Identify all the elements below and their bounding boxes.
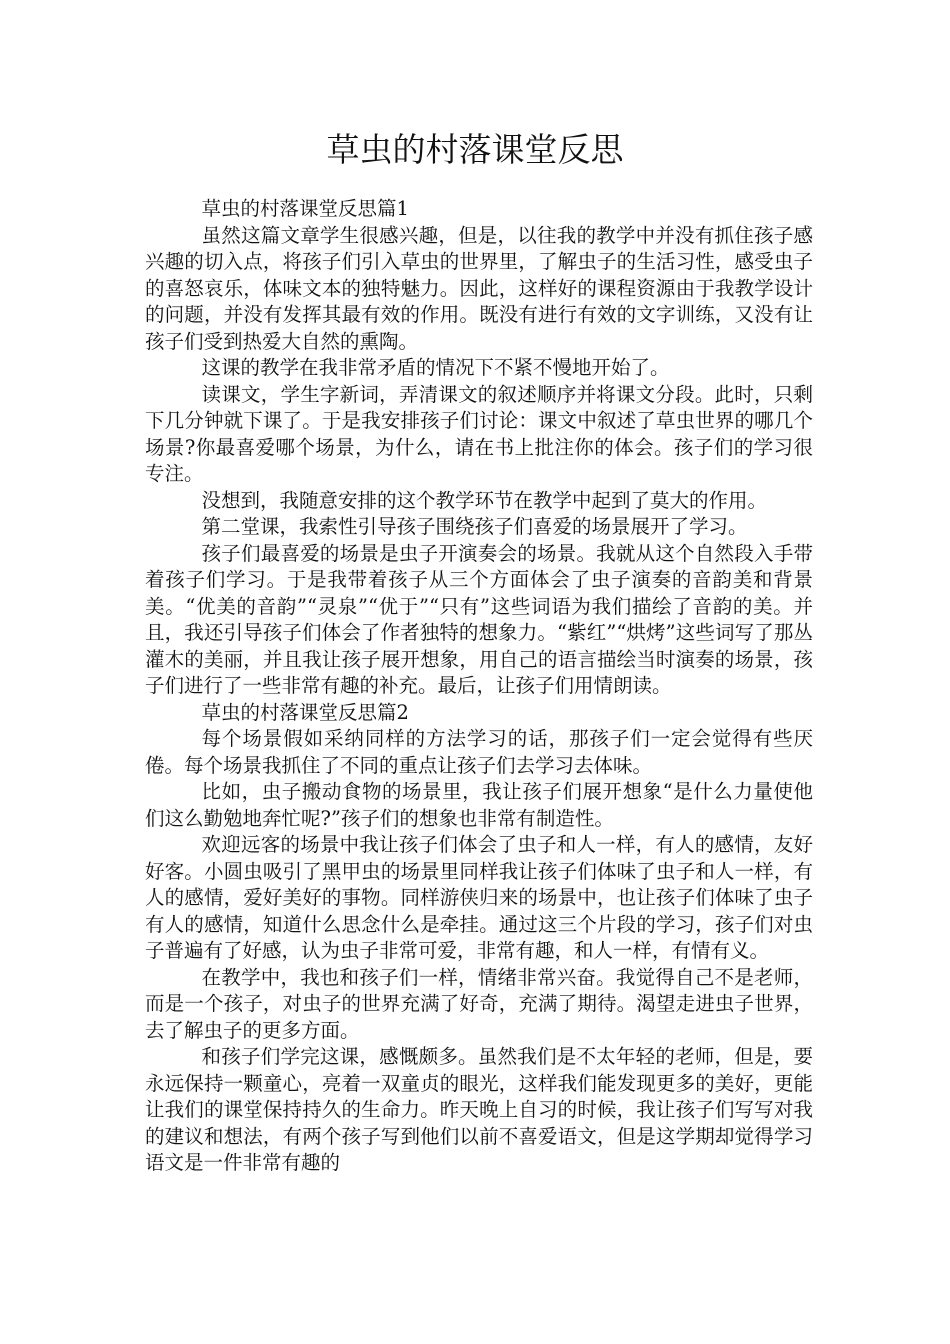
body-paragraph: 读课文，学生字新词，弄清课文的叙述顺序并将课文分段。此时，只剩下几分钟就下课了。于是我安排孩子们讨论：课文中叙述了草虫世界的哪几个场景?你最喜爱哪个场景，为什么，请在书上批注你的体会。孩子们的学习很专注。	[145, 382, 813, 485]
body-paragraph: 比如，虫子搬动食物的场景里，我让孩子们展开想象“是什么力量使他们这么勤勉地奔忙呢?”孩子们的想象也非常有制造性。	[145, 780, 813, 830]
body-paragraph: 这课的教学在我非常矛盾的情况下不紧不慢地开始了。	[201, 356, 670, 379]
body-paragraph: 孩子们最喜爱的场景是虫子开演奏会的场景。我就从这个自然段入手带着孩子们学习。于是我带着孩子从三个方面体会了虫子演奏的音韵美和背景美。“优美的音韵”“灵泉”“优于”“只有”这些词语为我们描绘了音韵的美。并且，我还引导孩子们体会了作者独特的想象力。“紫红”“烘烤”这些词写了那丛灌木的美丽，并且我让孩子展开想象，用自己的语言描绘当时演奏的场景，孩子们进行了一些非常有趣的补充。最后，让孩子们用情朗读。	[145, 541, 813, 697]
body-paragraph: 每个场景假如采纳同样的方法学习的话，那孩子们一定会觉得有些厌倦。每个场景我抓住了不同的重点让孩子们去学习去体味。	[145, 727, 813, 777]
body-paragraph: 在教学中，我也和孩子们一样，情绪非常兴奋。我觉得自己不是老师，而是一个孩子，对虫子的世界充满了好奇，充满了期待。渴望走进虫子世界，去了解虫子的更多方面。	[145, 965, 813, 1042]
body-paragraph: 没想到，我随意安排的这个教学环节在教学中起到了莫大的作用。	[201, 488, 768, 512]
section-heading-1: 草虫的村落课堂反思篇1	[201, 197, 409, 220]
document-body	[145, 196, 813, 1177]
section-heading-2: 草虫的村落课堂反思篇2	[201, 700, 409, 724]
body-paragraph: 和孩子们学完这课，感慨颇多。虽然我们是不太年轻的老师，但是，要永远保持一颗童心，亮着一双童贞的眼光，这样我们能发现更多的美好，更能让我们的课堂保持持久的生命力。昨天晚上自习的时候，我让孩子们写写对我的建议和想法，有两个孩子写到他们以前不喜爱语文，但是这学期却觉得学习语文是一件非常有趣的	[145, 1045, 813, 1174]
document-title: 草虫的村落课堂反思	[326, 130, 624, 169]
body-paragraph: 欢迎远客的场景中我让孩子们体会了虫子和人一样，有人的感情，友好好客。小圆虫吸引了黑甲虫的场景里同样我让孩子们体味了虫子和人一样，有人的感情，爱好美好的事物。同样游侠归来的场景中，也让孩子们体味了虫子有人的感情，知道什么思念什么是牵挂。通过这三个片段的学习，孩子们对虫子普遍有了好感，认为虫子非常可爱，非常有趣，和人一样，有情有义。	[145, 833, 813, 962]
body-paragraph: 第二堂课，我索性引导孩子围绕孩子们喜爱的场景展开了学习。	[201, 515, 748, 538]
body-paragraph: 虽然这篇文章学生很感兴趣，但是，以往我的教学中并没有抓住孩子感兴趣的切入点，将孩子们引入草虫的世界里，了解虫子的生活习性，感受虫子的喜怒哀乐，体味文本的独特魅力。因此，这样好的课程资源由于我教学设计的问题，并没有发挥其最有效的作用。既没有进行有效的文字训练，又没有让孩子们受到热爱大自然的熏陶。	[145, 223, 813, 353]
